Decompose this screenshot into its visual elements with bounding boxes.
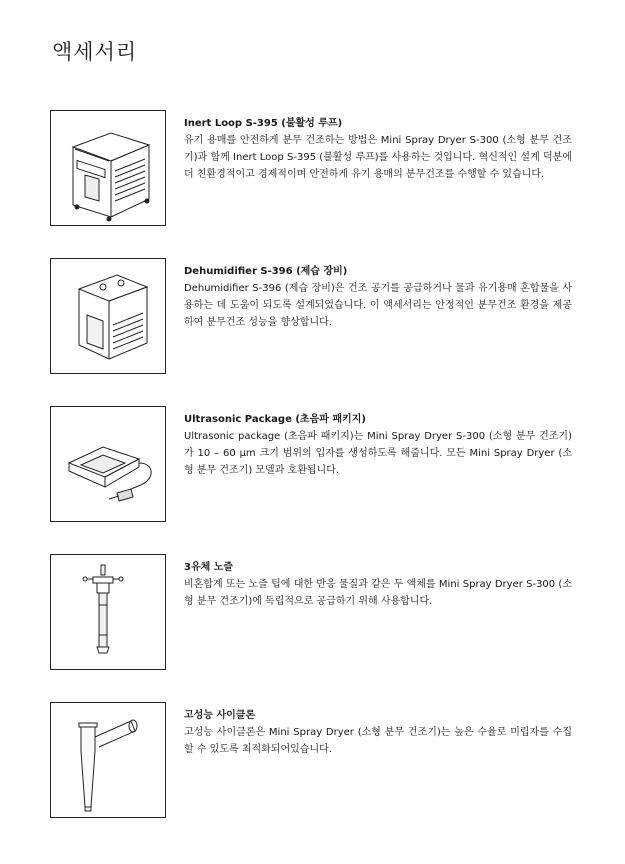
item-description: 유기 용매를 안전하게 분무 건조하는 방법은 Mini Spray Dryer S-300 (소형 분무 건조기)과 함께 Inert Loop S-395 (불활성 루프)를 사용하는 것입니다. 혁신적인 설계 덕분에 더 친환경적이고 경제적이며 안전하게 유기 용매의 분무건조를 수행할 수 있습니다. [184, 135, 572, 180]
item-title: 고성능 사이클론 [184, 710, 256, 721]
page-title: 액세서리 [52, 40, 138, 65]
ultrasonic-package-icon [51, 407, 165, 521]
product-image-frame [50, 110, 166, 226]
item-title: Ultrasonic Package (초음파 패키지) [184, 414, 366, 425]
product-image-frame [50, 406, 166, 522]
product-image-frame [50, 258, 166, 374]
dehumidifier-unit-icon [51, 259, 165, 373]
product-image-frame [50, 554, 166, 670]
item-description: Ultrasonic package (초음파 패키지)는 Mini Spray Dryer S-300 (소형 분무 건조기)가 10 – 60 μm 크기 범위의 입자를 생성하도록 해줍니다. 모든 Mini Spray Dryer (소형 분무 건조기) 모델과 호환됩니다. [184, 431, 572, 476]
cabinet-unit-icon [51, 111, 165, 225]
item-description: Dehumidifier S-396 (제습 장비)은 건조 공기를 공급하거나 물과 유기용매 혼합물을 사용하는 데 도움이 되도록 설계되었습니다. 이 액세서리는 안정적인 분무건조 환경을 제공하여 분무건조 성능을 향상합니다. [184, 283, 572, 328]
item-title: Inert Loop S-395 (불활성 루프) [184, 118, 343, 129]
three-fluid-nozzle-icon [51, 555, 165, 669]
item-title: Dehumidifier S-396 (제습 장비) [184, 266, 348, 277]
product-image-frame [50, 702, 166, 818]
item-title: 3유체 노즐 [184, 562, 234, 573]
item-description: 비혼합계 또는 노즐 팁에 대한 반응 물질과 같은 두 액체를 Mini Spray Dryer S-300 (소형 분무 건조기)에 독립적으로 공급하기 위해 사용합니다. [184, 579, 572, 607]
item-description: 고성능 사이클론은 Mini Spray Dryer (소형 분무 건조기)는 높은 수율로 미립자를 수집할 수 있도록 최적화되어있습니다. [184, 727, 572, 755]
cyclone-icon [51, 703, 165, 817]
